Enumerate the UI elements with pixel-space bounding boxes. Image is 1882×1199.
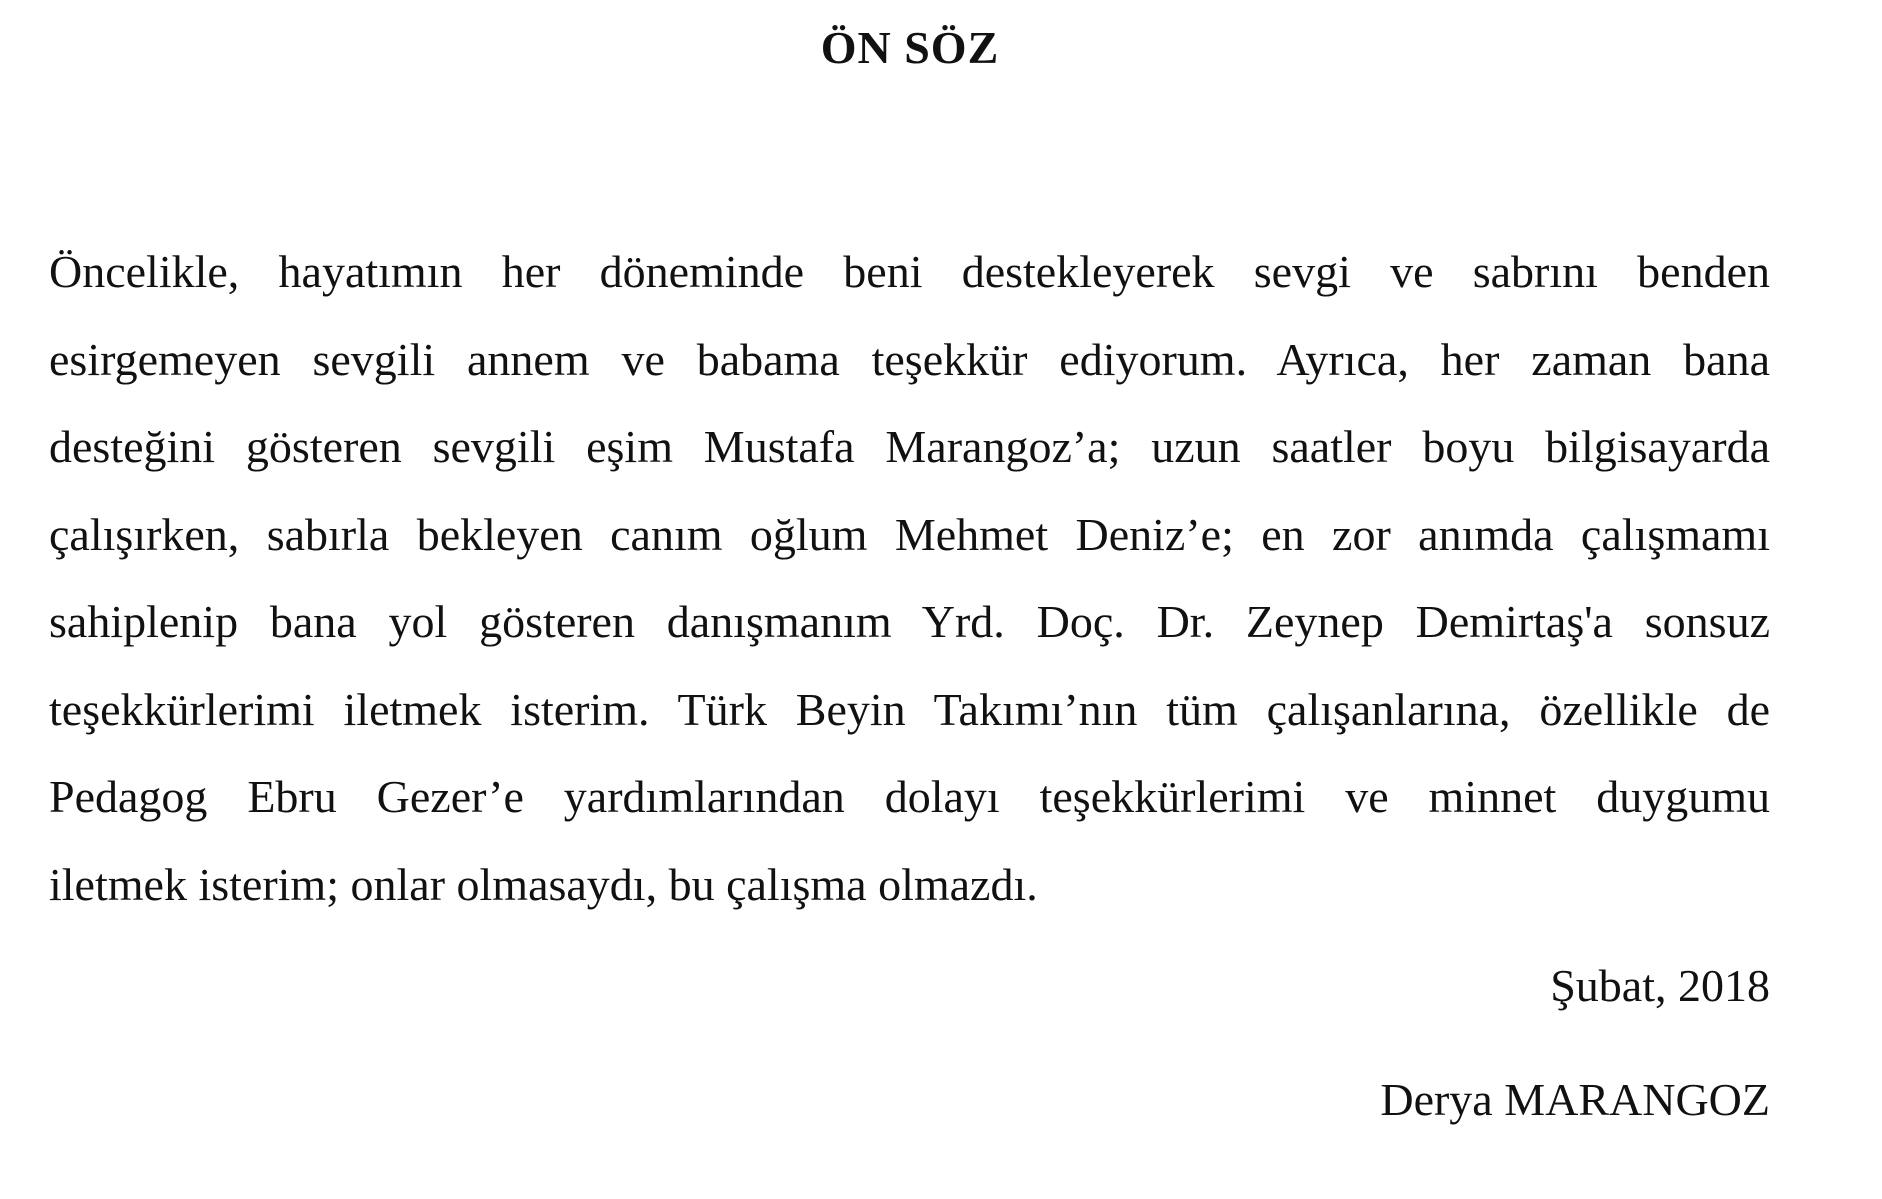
paragraph-line: Öncelikle, hayatımın her döneminde beni destekleyerek sevgi ve sabrını benden [49,246,1770,297]
date-line: Şubat, 2018 [1550,960,1770,1011]
paragraph-line: sahiplenip bana yol gösteren danışmanım Yrd. Doç. Dr. Zeynep Demirtaş'a sonsuz [49,596,1770,647]
paragraph-line: çalışırken, sabırla bekleyen canım oğlum Mehmet Deniz’e; en zor anımda çalışmamı [49,508,1770,560]
author-signature: Derya MARANGOZ [1380,1074,1770,1125]
paragraph-line: Pedagog Ebru Gezer’e yardımlarından dolayı teşekkürlerimi ve minnet duygumu [49,771,1770,822]
paragraph-line: teşekkürlerimi iletmek isterim. Türk Beyin Takımı’nın tüm çalışanlarına, özellikle de [49,683,1770,735]
preface-paragraph [49,228,1770,928]
page-title: ÖN SÖZ [820,22,1000,73]
paragraph-line: esirgemeyen sevgili annem ve babama teşekkür ediyorum. Ayrıca, her zaman bana [49,333,1770,385]
paragraph-line: iletmek isterim; onlar olmasaydı, bu çalışma olmazdı. [49,858,1038,910]
paragraph-line: desteğini gösteren sevgili eşim Mustafa Marangoz’a; uzun saatler boyu bilgisayarda [49,421,1770,472]
